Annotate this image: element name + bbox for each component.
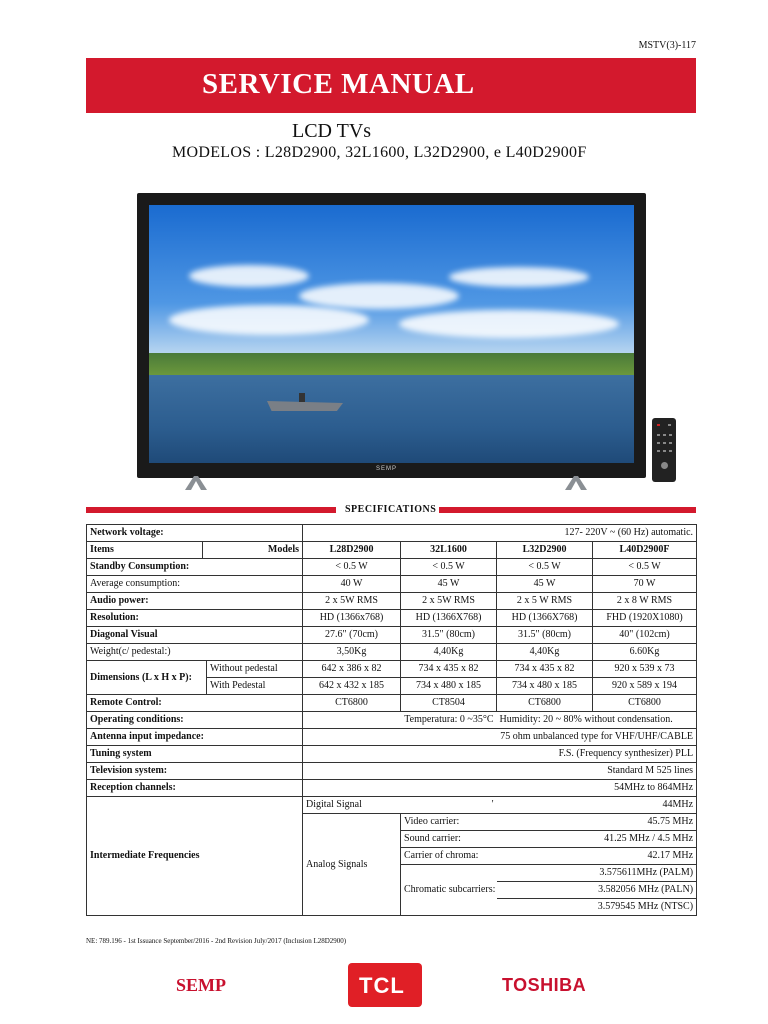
tv-image <box>137 193 646 478</box>
tcl-logo-text: TCL <box>359 973 405 998</box>
cell: 4,40Kg <box>401 644 497 661</box>
cell: < 0.5 W <box>497 559 593 576</box>
cell: < 0.5 W <box>593 559 697 576</box>
table-row <box>87 746 697 763</box>
cell: 920 x 589 x 194 <box>593 678 697 695</box>
cell: 642 x 432 x 185 <box>303 678 401 695</box>
tv-screen <box>149 205 634 463</box>
cell: 2 x 5 W RMS <box>497 593 593 610</box>
cell: HD (1366x768) <box>303 610 401 627</box>
tv-foot-left <box>185 476 207 490</box>
cell: FHD (1920X1080) <box>593 610 697 627</box>
title-banner <box>86 58 696 113</box>
cell: < 0.5 W <box>303 559 401 576</box>
table-row <box>87 712 697 729</box>
cell: HD (1366X768) <box>497 610 593 627</box>
row-label: Operating conditions: <box>87 712 303 729</box>
cell: < 0.5 W <box>401 559 497 576</box>
table-row <box>87 610 697 627</box>
mark: ' <box>401 797 497 814</box>
revision-footnote: NE: 789.196 - 1st Issuance September/2016 - 2nd Revision July/2017 (Inclusion L28D2900) <box>86 937 347 945</box>
row-label: Audio power: <box>87 593 303 610</box>
cell: CT6800 <box>497 695 593 712</box>
product-line: LCD TVs <box>292 120 372 142</box>
header-bar-left <box>86 507 336 513</box>
cell: 45 W <box>497 576 593 593</box>
specifications-title: SPECIFICATIONS <box>342 504 439 515</box>
row-label: Resolution: <box>87 610 303 627</box>
specifications-header <box>86 505 696 515</box>
cell: 3.582056 MHz (PALN) <box>497 882 697 899</box>
cell: Temperatura: 0 ~35°C <box>303 712 497 729</box>
document-code: MSTV(3)-117 <box>638 40 696 51</box>
row-label: Weight(c/ pedestal:) <box>87 644 303 661</box>
cell: 40 W <box>303 576 401 593</box>
cell: F.S. (Frequency synthesizer) PLL <box>303 746 697 763</box>
cell: 734 x 480 x 185 <box>401 678 497 695</box>
column-header: 32L1600 <box>401 542 497 559</box>
sub-label: Video carrier: <box>401 814 497 831</box>
row-label: Network voltage: <box>87 525 303 542</box>
column-header: L32D2900 <box>497 542 593 559</box>
table-row <box>87 542 697 559</box>
table-row <box>87 729 697 746</box>
row-label: Antenna input impedance: <box>87 729 303 746</box>
cell: HD (1366X768) <box>401 610 497 627</box>
cell: 6.60Kg <box>593 644 697 661</box>
table-row <box>87 559 697 576</box>
manual-title: SERVICE MANUAL <box>202 68 475 100</box>
row-label: Remote Control: <box>87 695 303 712</box>
sub-label: Chromatic subcarriers: <box>401 865 497 916</box>
cell: 2 x 5W RMS <box>303 593 401 610</box>
cell: 642 x 386 x 82 <box>303 661 401 678</box>
cell: 31.5" (80cm) <box>497 627 593 644</box>
row-label: Standby Consumption: <box>87 559 303 576</box>
sub-label: Digital Signal <box>303 797 401 814</box>
table-row <box>87 763 697 780</box>
cell: 2 x 8 W RMS <box>593 593 697 610</box>
table-row <box>87 593 697 610</box>
row-label: Tuning system <box>87 746 303 763</box>
table-row <box>87 627 697 644</box>
sub-label: Sound carrier: <box>401 831 497 848</box>
sub-label: Carrier of chroma: <box>401 848 497 865</box>
cell: CT8504 <box>401 695 497 712</box>
column-header: L28D2900 <box>303 542 401 559</box>
cell: 3.579545 MHz (NTSC) <box>497 899 697 916</box>
row-label: Items <box>87 542 203 559</box>
semp-logo: SEMP <box>176 975 227 995</box>
cell: 70 W <box>593 576 697 593</box>
remote-control-image <box>652 418 676 482</box>
cell: 3,50Kg <box>303 644 401 661</box>
cell: 40" (102cm) <box>593 627 697 644</box>
cell: 4,40Kg <box>497 644 593 661</box>
row-label: Dimensions (L x H x P): <box>87 661 207 695</box>
table-row <box>87 661 697 678</box>
cell: 41.25 MHz / 4.5 MHz <box>497 831 697 848</box>
cell: 127- 220V ~ (60 Hz) automatic. <box>303 525 697 542</box>
row-label: Diagonal Visual <box>87 627 303 644</box>
cell: 2 x 5W RMS <box>401 593 497 610</box>
cell: 734 x 480 x 185 <box>497 678 593 695</box>
tcl-logo <box>348 963 422 1007</box>
specifications-table <box>86 524 697 916</box>
header-bar-right <box>436 507 696 513</box>
cell: Humidity: 20 ~ 80% without condensation. <box>497 712 697 729</box>
sub-label: Without pedestal <box>207 661 303 678</box>
cell: CT6800 <box>593 695 697 712</box>
cell: 54MHz to 864MHz <box>303 780 697 797</box>
table-row <box>87 644 697 661</box>
cell: 75 ohm unbalanced type for VHF/UHF/CABLE <box>303 729 697 746</box>
table-row <box>87 780 697 797</box>
cell: 45.75 MHz <box>497 814 697 831</box>
cell: 734 x 435 x 82 <box>497 661 593 678</box>
column-header: L40D2900F <box>593 542 697 559</box>
table-row <box>87 797 697 814</box>
row-label: Television system: <box>87 763 303 780</box>
table-row <box>87 525 697 542</box>
column-header: Models <box>203 542 303 559</box>
sub-label: Analog Signals <box>303 814 401 916</box>
table-row <box>87 576 697 593</box>
cell: 734 x 435 x 82 <box>401 661 497 678</box>
cell: 31.5" (80cm) <box>401 627 497 644</box>
table-row <box>87 695 697 712</box>
sub-label: With Pedestal <box>207 678 303 695</box>
cell: Standard M 525 lines <box>303 763 697 780</box>
toshiba-logo: TOSHIBA <box>502 975 587 995</box>
tv-foot-right <box>565 476 587 490</box>
cell: CT6800 <box>303 695 401 712</box>
cell: 44MHz <box>497 797 697 814</box>
tv-bezel-logo: SEMP <box>376 466 398 472</box>
cell: 27.6" (70cm) <box>303 627 401 644</box>
cell: 3.575611MHz (PALM) <box>497 865 697 882</box>
row-label: Reception channels: <box>87 780 303 797</box>
cell: 45 W <box>401 576 497 593</box>
models-line: MODELOS : L28D2900, 32L1600, L32D2900, e L40D2900F <box>172 144 587 161</box>
cell: 920 x 539 x 73 <box>593 661 697 678</box>
cell: 42.17 MHz <box>497 848 697 865</box>
row-label: Average consumption: <box>87 576 303 593</box>
row-label: Intermediate Frequencies <box>87 797 303 916</box>
